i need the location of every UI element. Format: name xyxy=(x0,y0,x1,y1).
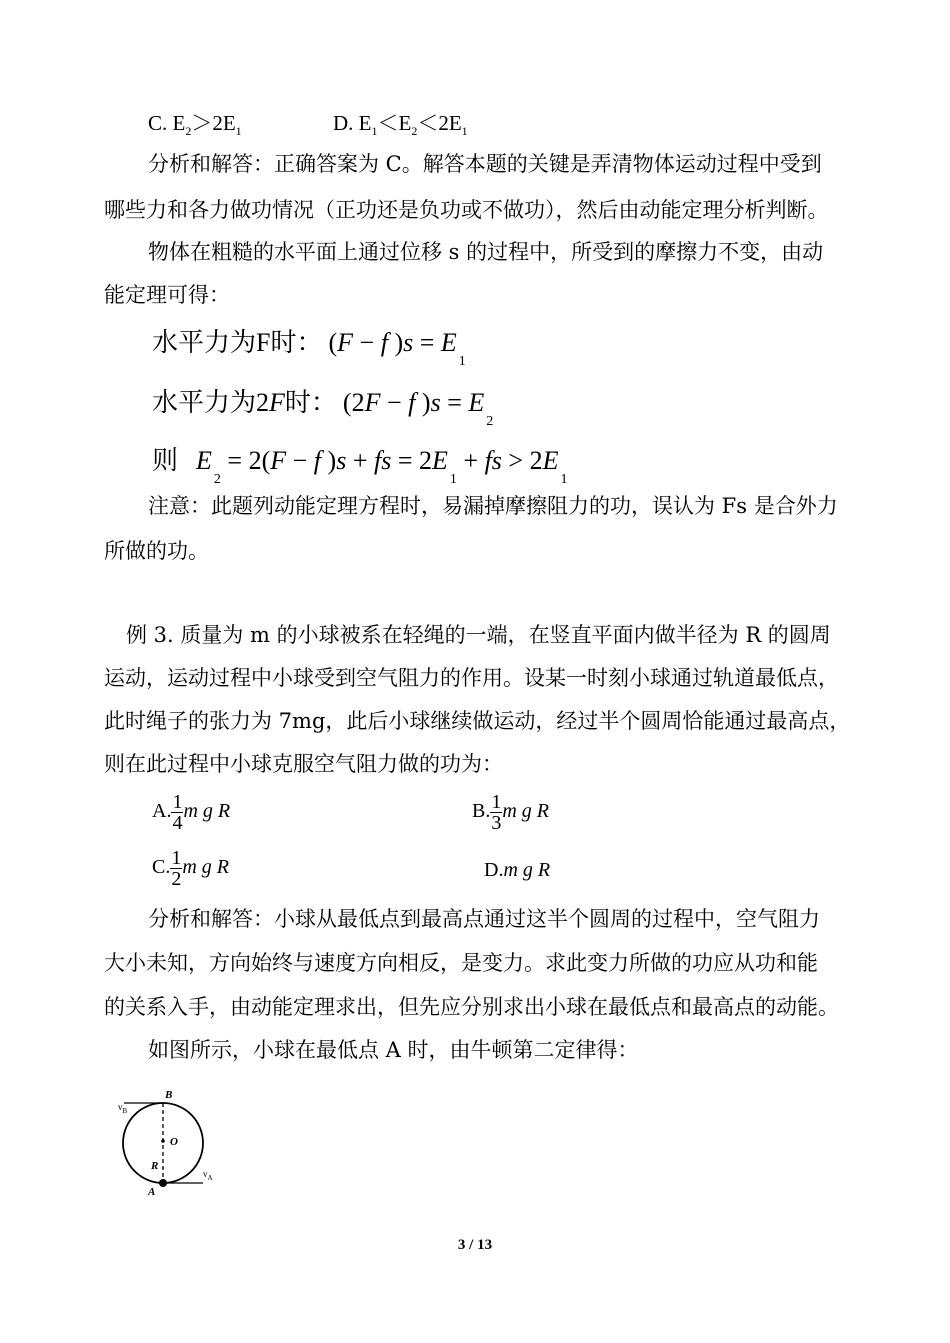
para2-line1: 物体在粗糙的水平面上通过位移 s 的过程中，所受到的摩擦力不变，由动 xyxy=(148,240,824,264)
answer-a-label: A. xyxy=(152,800,172,823)
answer-d xyxy=(484,859,550,882)
answer-d-tail: m g R xyxy=(503,859,551,881)
option-d-top: D. $E_1<E_2<2E_1$ xyxy=(333,111,468,138)
analysis-line3: 的关系入手，由动能定理求出，但先应分别求出小球在最低点和最高点的动能。 xyxy=(104,995,839,1019)
answer-b xyxy=(472,792,549,833)
answer-b-label: B. xyxy=(472,800,491,823)
answer-c-fraction: $\frac{1}{2}$ xyxy=(171,847,182,890)
equation-3: 则 $E_2 = 2(F - f$ )s + fs = $2E_1$ + fs > $2E_1$ xyxy=(152,446,568,487)
answer-c-label: C. xyxy=(152,856,171,879)
equation-1: 水平力为F时： (F − f )$s = E_1$ xyxy=(152,328,466,369)
note-line1: 注意：此题列动能定理方程时，易漏掉摩擦阻力的功，误认为 Fs 是合外力 xyxy=(148,494,838,518)
equation-2: 水平力为2F时： (2F − f )$s = E_2$ xyxy=(152,388,494,429)
label-r: R xyxy=(151,1160,159,1172)
label-a: A xyxy=(148,1186,156,1198)
analysis-line2: 大小未知，方向始终与速度方向相反，是变力。求此变力所做的功应从功和能 xyxy=(104,951,818,975)
answer-b-tail: m g R xyxy=(502,800,550,823)
equation-3-label: 则 xyxy=(152,446,179,475)
option-c-top: C. $E_2>2E_1$ xyxy=(148,111,242,138)
center-point xyxy=(161,1139,165,1143)
example3-line3: 此时绳子的张力为 7mg，此后小球继续做运动，经过半个圆周恰能通过最高点， xyxy=(104,709,851,733)
answer-a-fraction: $\frac{1}{4}$ xyxy=(172,791,183,834)
answer-c-tail: m g R xyxy=(182,856,230,879)
label-va: $v_A$ xyxy=(203,1169,213,1182)
para1-line2: 哪些力和各力做功情况（正功还是负功或不做功），然后由动能定理分析判断。 xyxy=(104,198,829,222)
example3-line4: 则在此过程中小球克服空气阻力做的功为： xyxy=(104,752,503,776)
note-line2: 所做的功。 xyxy=(104,539,209,563)
page-number: 3 / 13 xyxy=(457,1237,493,1253)
para1-line1: 分析和解答：正确答案为 C。解答本题的关键是弄清物体运动过程中受到 xyxy=(148,152,822,176)
label-b: B xyxy=(165,1089,173,1101)
figure-intro: 如图所示，小球在最低点 A 时，由牛顿第二定律得： xyxy=(148,1038,639,1062)
answer-c xyxy=(152,848,229,889)
example3-line1: 例 3. 质量为 m 的小球被系在轻绳的一端，在竖直平面内做半径为 R 的圆周 xyxy=(126,623,831,647)
answer-b-fraction: $\frac{1}{3}$ xyxy=(491,791,502,834)
para2-line2: 能定理可得： xyxy=(104,283,230,307)
label-vb: $v_B$ xyxy=(118,1102,128,1115)
equation-2-label: 水平力为2F时： xyxy=(152,388,337,417)
equation-1-label: 水平力为F时： xyxy=(152,328,323,357)
circular-path xyxy=(123,1103,203,1183)
example3-line2: 运动，运动过程中小球受到空气阻力的作用。设某一时刻小球通过轨道最低点， xyxy=(104,666,839,690)
answer-a-tail: m g R xyxy=(183,800,231,823)
label-o: O xyxy=(170,1136,178,1148)
circle-motion-figure xyxy=(110,1083,230,1205)
answer-d-label: D. xyxy=(484,859,504,881)
analysis-line1: 分析和解答：小球从最低点到最高点通过这半个圆周的过程中，空气阻力 xyxy=(148,907,820,931)
answer-a xyxy=(152,792,230,833)
